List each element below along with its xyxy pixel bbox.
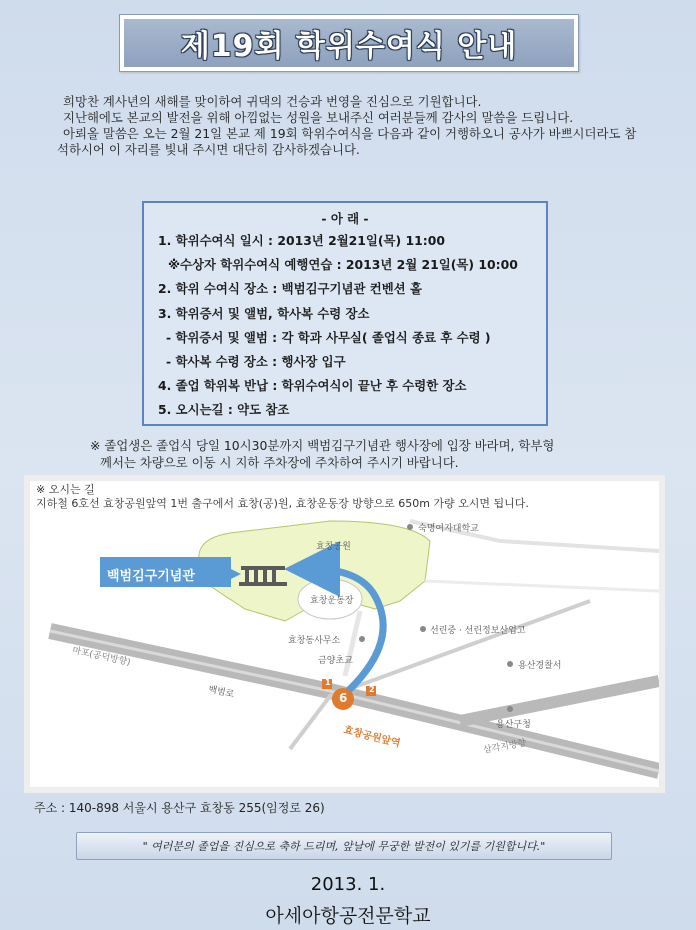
congratulation-banner xyxy=(76,832,612,860)
label-mapo: 마포(공덕방향) xyxy=(71,645,132,669)
label-yongsan-office: 용산구청 xyxy=(496,720,531,730)
intro-paragraph: 희망찬 계사년의 새해를 맞이하여 귀댁의 건승과 번영을 진심으로 기원합니다. xyxy=(63,94,482,109)
issue-date: 2013. 1. xyxy=(310,874,386,895)
notice-item-date: 1. 학위수여식 일시 : 2013년 2월21일(목) 11:00 xyxy=(158,233,445,248)
intro-paragraph: 아뢰올 말씀은 오는 2월 21일 본교 제 19회 학위수여식을 다음과 같이 거행하오니 공사가 바쁘시더라도 참석하시어 이 자리를 빛내 주시면 대단히 감사하겠습니다. xyxy=(57,126,637,157)
label-school: 금양초교 xyxy=(318,656,353,666)
note-line: 께서는 차량으로 이동 시 지하 주차장에 주차하여 주시기 바랍니다. xyxy=(100,455,459,470)
banner-text: " 여러분의 졸업을 진심으로 축하 드리며, 앞날에 무궁한 발전이 있기를 기원합니다." xyxy=(142,840,546,853)
intro-text xyxy=(57,94,647,158)
label-line-6: 6 xyxy=(339,691,348,705)
graduate-note xyxy=(90,437,650,471)
label-samgakji: 삼각지방향 xyxy=(482,738,528,756)
dot-womens-univ xyxy=(407,524,413,530)
dot-police xyxy=(507,661,513,667)
title-box xyxy=(119,14,579,72)
label-stadium: 효창운동장 xyxy=(310,596,354,606)
label-exit2: 2 xyxy=(369,685,375,694)
notice-item-venue: 2. 학위 수여식 장소 : 백범김구기념관 컨벤션 홀 xyxy=(158,281,422,297)
note-line: ※ 졸업생은 졸업식 당일 10시30분까지 백범김구기념관 행사장에 입장 바라며, 학부형 xyxy=(90,438,555,453)
notice-subitem-gown: - 학사복 수령 장소 : 행사장 입구 xyxy=(166,353,346,369)
title-banner xyxy=(124,19,574,67)
notice-heading: - 아 래 - xyxy=(321,211,369,226)
notice-subitem-album: - 학위증서 및 앨범 : 각 학과 사무실( 졸업식 종료 후 수령 ) xyxy=(166,329,491,345)
label-exit1: 1 xyxy=(325,678,331,687)
label-womens-univ: 숙명여자대학교 xyxy=(418,524,479,534)
map-caption-text: 지하철 6호선 효창공원앞역 1번 출구에서 효창(공)원, 효창운동장 방향으로 650m 가량 오시면 됩니다. xyxy=(36,497,529,510)
notice-item-rehearsal: ※수상자 학위수여식 예행연습 : 2013년 2월 21일(목) 10:00 xyxy=(168,257,518,273)
road-samgakji xyxy=(460,681,659,721)
label-baekbeom-ro: 백범로 xyxy=(207,684,235,701)
notice-item-return: 4. 졸업 학위복 반납 : 학위수여식이 끝난 후 수령한 장소 xyxy=(158,378,467,394)
notice-item-directions: 5. 오시는길 : 약도 참조 xyxy=(158,402,290,418)
dot-yongsan-office xyxy=(507,706,513,712)
label-office: 효창동사무소 xyxy=(288,636,341,646)
label-seonrin: 선린중 · 선린정보산업고 xyxy=(430,626,526,636)
dot-office xyxy=(359,636,365,642)
page-title: 제19회 학위수여식 안내 xyxy=(180,29,518,64)
map-graphic xyxy=(30,481,659,787)
label-police: 용산경찰서 xyxy=(518,661,562,671)
school-name: 아세아항공전문학교 xyxy=(265,905,431,927)
dot-seonrin xyxy=(420,626,426,632)
address: 주소 : 140-898 서울시 용산구 효창동 255(임정로 26) xyxy=(34,801,325,815)
label-station: 효창공원앞역 xyxy=(342,724,402,750)
map-caption xyxy=(36,483,529,511)
label-memorial: 백범김구기념관 xyxy=(107,569,195,584)
notice-item-pickup: 3. 학위증서 및 앨범, 학사복 수령 장소 xyxy=(158,305,370,321)
notice-box xyxy=(142,201,548,426)
label-park: 효창공원 xyxy=(316,542,351,552)
road-right xyxy=(425,581,659,591)
road-center xyxy=(345,611,360,676)
intro-paragraph: 지난해에도 본교의 발전을 위해 아낌없는 성원을 보내주신 여러분들께 감사의 말씀을 드립니다. xyxy=(63,110,574,125)
directions-map xyxy=(24,475,665,793)
map-caption-title: ※ 오시는 길 xyxy=(36,483,95,496)
